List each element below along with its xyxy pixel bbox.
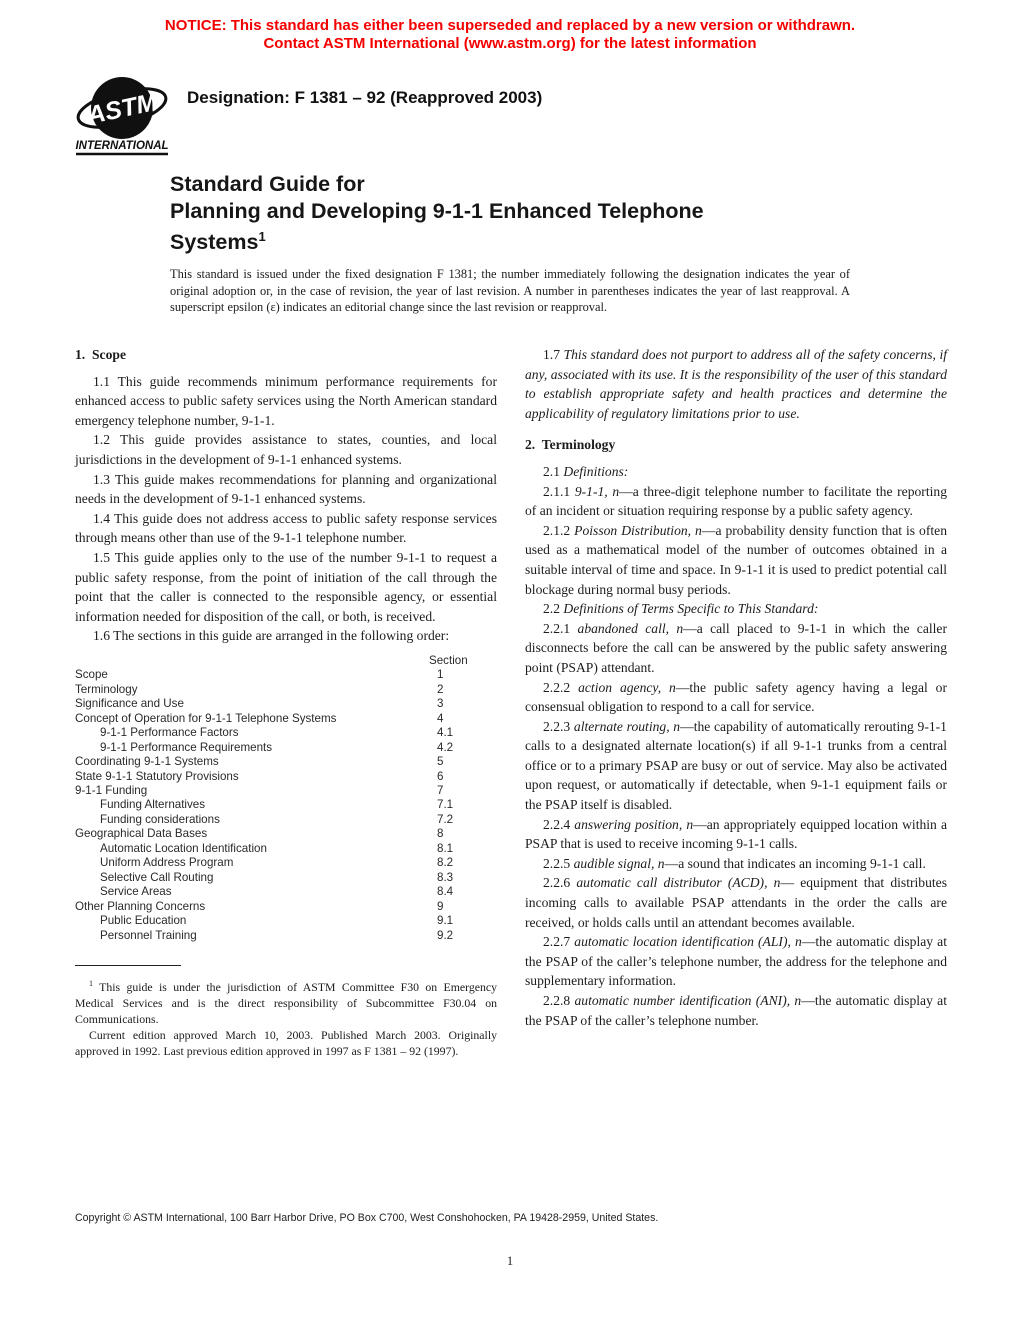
section-list-number: 9	[437, 899, 444, 913]
text-run: 2.2.7	[543, 934, 575, 950]
section-list-number: 1	[437, 668, 444, 682]
section-list-label: Other Planning Concerns	[75, 899, 206, 913]
body-paragraph	[75, 509, 497, 548]
section-list-row	[75, 914, 497, 928]
term-italic: automatic call distributor (ACD), n	[576, 875, 781, 891]
text-run: 1.2 This guide provides assistance to states, counties, and local jurisdictions in the development of 9-1-1 enhanced systems.	[75, 432, 497, 467]
page-number: 1	[506, 1254, 514, 1268]
text-run: 2.2	[543, 601, 564, 617]
term-italic: automatic number identification (ANI), n	[574, 993, 802, 1008]
section-list-number: 4.2	[437, 740, 454, 754]
term-italic: Poisson Distribution, n	[574, 522, 702, 538]
section-list-label: 9-1-1 Funding	[75, 783, 148, 797]
section-list-row	[75, 871, 497, 885]
text-run: —a sound that indicates an incoming 9-1-1 call.	[664, 855, 926, 871]
notice-line-1: NOTICE: This standard has either been superseded and replaced by a new version or withdrawn.	[164, 17, 856, 34]
text-run: —an appropriately equipped location within a PSAP that is used to receive incoming 9-1-1 calls.	[525, 816, 947, 852]
text-run: 1.6 The sections in this guide are arranged in the following order:	[93, 628, 450, 644]
section-list-row	[75, 856, 497, 870]
text-run: 2.2.3	[543, 718, 574, 734]
text-run: —the public safety agency having a legal or consensual obligation to respond to a call for service.	[525, 679, 947, 715]
document-header	[75, 70, 542, 156]
text-run: 2.2.5	[543, 855, 574, 871]
term-italic: automatic location identification (ALI), n	[574, 934, 802, 950]
section-list-label: Coordinating 9-1-1 Systems	[75, 755, 219, 769]
section-list-label: Automatic Location Identification	[100, 841, 267, 855]
body-paragraph	[525, 854, 947, 874]
title-line-1: Standard Guide for	[170, 172, 365, 196]
section-list-number: 6	[437, 769, 444, 783]
copyright-line: Copyright © ASTM International, 100 Barr Harbor Drive, PO Box C700, West Conshohocken, PA 19428-2959, United States.	[75, 1212, 659, 1224]
section-list-row	[75, 842, 497, 856]
body-paragraph	[75, 470, 497, 509]
section-heading: 2. Terminology	[525, 437, 616, 453]
body-paragraph	[525, 815, 947, 854]
text-run: 2.1	[543, 463, 564, 479]
body-paragraph	[525, 462, 947, 482]
designation-line: Designation: F 1381 – 92 (Reapproved 2003)	[187, 88, 543, 107]
term-italic: audible signal, n	[573, 855, 665, 871]
text-run: — equipment that distributes incoming calls to available PSAP attendants in the order the calls are received, or holds calls until an attendant becomes available.	[525, 875, 947, 930]
term-italic: action agency, n	[578, 679, 676, 695]
section-list-label: Funding Alternatives	[100, 798, 206, 812]
term-italic: Definitions:	[563, 463, 629, 479]
section-list-number: 4	[437, 711, 444, 725]
section-list-number: 8	[437, 827, 444, 841]
section-list-label: Terminology	[75, 682, 138, 696]
body-paragraph	[525, 991, 947, 1030]
section-list-number: 9.2	[437, 928, 454, 942]
section-list-row	[75, 813, 497, 827]
superseded-notice	[0, 17, 1020, 53]
term-italic: 9-1-1, n	[574, 483, 620, 499]
section-list	[75, 654, 497, 943]
text-run: This guide is under the jurisdiction of ASTM Committee F30 on Emergency Medical Services and is the direct responsibility of Subcommittee F30.04 on Communications.	[75, 979, 497, 1026]
title-line-2: Planning and Developing 9-1-1 Enhanced Telephone	[170, 198, 704, 223]
left-column	[75, 345, 497, 1059]
text-run: 1.4 This guide does not address access to public safety response services through means other than use of the 9-1-1 telephone number.	[75, 510, 497, 546]
section-list-label: Selective Call Routing	[100, 870, 214, 884]
section-list-row	[75, 668, 497, 682]
section-list-row	[75, 755, 497, 769]
text-run: —the automatic display at the PSAP of the caller’s telephone number.	[525, 993, 947, 1028]
body-paragraph	[525, 873, 947, 932]
section-list-row	[75, 741, 497, 755]
text-run: 1.5 This guide applies only to the use of the number 9-1-1 to request a public safety response, from the point of initiation of the call through the point that the caller is connected to the responsible agency, or essential information needed for disposition of the call, or both, is received.	[75, 549, 497, 624]
section-list-number: 8.1	[437, 841, 454, 855]
section-list-header: Section	[429, 653, 468, 667]
section-list-number: 9.1	[437, 914, 454, 928]
section-list-label: Concept of Operation for 9-1-1 Telephone Systems	[75, 711, 337, 725]
body-paragraph	[75, 372, 497, 431]
section-list-label: Service Areas	[100, 885, 172, 899]
text-run: —a call placed to 9-1-1 in which the caller disconnects before the call can be answered by the public safety answering point (PSAP) attendant.	[525, 620, 947, 675]
issue-note: This standard is issued under the fixed designation F 1381; the number immediately following the designation indicates the year of original adoption or, in the case of revision, the year of last revision. A number in parentheses indicates the year of last reapproval. A superscript epsilon (ε) indicates an editorial change since the last revision or reapproval.	[170, 267, 850, 315]
body-paragraph	[75, 548, 497, 626]
section-list-label: Uniform Address Program	[100, 856, 234, 870]
title-footnote-marker: 1	[258, 229, 266, 244]
footnote-block	[75, 965, 497, 1059]
section-list-number: 8.3	[437, 870, 454, 884]
section-list-row	[75, 770, 497, 784]
footnote-divider	[75, 965, 181, 966]
astm-logo	[75, 70, 169, 156]
astm-logo-acronym: ASTM	[84, 87, 160, 131]
section-list-row	[75, 827, 497, 841]
section-list-number: 3	[437, 697, 444, 711]
term-italic: abandoned call, n	[577, 620, 684, 636]
body-paragraph	[525, 619, 947, 678]
text-run: 2.2.4	[543, 816, 575, 832]
section-list-number: 7.2	[437, 812, 454, 826]
section-list-label: 9-1-1 Performance Factors	[100, 726, 239, 740]
right-column	[525, 345, 947, 1059]
page-title	[170, 171, 890, 256]
title-line-3: Systems$^1$	[170, 229, 266, 255]
text-run: 2.2.6	[543, 875, 577, 891]
section-list-row	[75, 798, 497, 812]
term-italic: This standard does not purport to address all of the safety concerns, if any, associated with its use. It is the responsibility of the user of this standard to establish appropriate safety and health practices and determine the applicability of regulatory limitations prior to use.	[525, 347, 947, 421]
term-italic: alternate routing, n	[573, 718, 681, 734]
body-paragraph	[525, 599, 947, 619]
text-run: Current edition approved March 10, 2003. Published March 2003. Originally approved in 1992. Last previous edition approved in 1997 as F 1381 – 92 (1997).	[75, 1027, 497, 1058]
body-paragraph	[525, 678, 947, 717]
text-run: 2.2.1	[543, 620, 578, 636]
section-heading: 1. Scope	[75, 347, 126, 362]
astm-logo-international-label: INTERNATIONAL	[75, 140, 169, 152]
text-run: 2.2.8	[543, 993, 575, 1008]
body-paragraph	[525, 717, 947, 815]
footnote-paragraph	[75, 1028, 497, 1060]
text-run: —a probability density function that is often used as a mathematical model of the number of outcomes obtained in a suitable interval of time and space. In 9-1-1 it is used to predict potential call blockage during normal busy periods.	[525, 522, 947, 597]
section-list-row	[75, 712, 497, 726]
body-columns	[75, 345, 947, 1059]
notice-line-2: Contact ASTM International (www.astm.org) for the latest information	[263, 35, 757, 52]
body-paragraph	[75, 626, 497, 646]
text-run: 1.3 This guide makes recommendations for planning and organizational needs in the development of 9-1-1 enhanced systems.	[75, 471, 497, 507]
section-list-row	[75, 726, 497, 740]
section-list-number: 5	[437, 755, 444, 769]
section-list-row	[75, 697, 497, 711]
term-italic: answering position, n	[574, 816, 694, 832]
text-run: 2.1.1	[543, 483, 575, 499]
text-run: 1.7	[543, 347, 564, 362]
section-list-row	[75, 885, 497, 899]
section-list-label: Geographical Data Bases	[75, 827, 208, 841]
body-paragraph	[525, 932, 947, 991]
section-list-label: Public Education	[100, 914, 187, 928]
section-list-label: Personnel Training	[100, 928, 197, 942]
section-list-number: 4.1	[437, 726, 454, 740]
section-list-label: Funding considerations	[100, 812, 220, 826]
section-list-number: 7.1	[437, 798, 454, 812]
text-run: —the automatic display at the PSAP of the caller’s telephone number, the address for the telephone and supplementary information.	[525, 934, 947, 989]
body-paragraph	[525, 521, 947, 599]
body-paragraph	[525, 482, 947, 521]
section-list-number: 7	[437, 783, 444, 797]
footnote-paragraph	[75, 976, 497, 1028]
section-list-row	[75, 784, 497, 798]
text-run: 2.2.2	[543, 679, 579, 695]
text-run: —a three-digit telephone number to facilitate the reporting of an incident or situation requiring response by a public safety agency.	[525, 483, 947, 519]
term-italic: Definitions of Terms Specific to This Standard:	[563, 601, 819, 617]
section-list-number: 2	[437, 682, 444, 696]
section-list-number: 8.4	[437, 885, 454, 899]
section-list-label: Scope	[75, 668, 108, 682]
body-paragraph	[525, 345, 947, 423]
text-run: 1.1 This guide recommends minimum performance requirements for enhanced access to public safety services using the North American standard emergency telephone number, 9-1-1.	[75, 373, 497, 428]
section-list-row	[75, 929, 497, 943]
body-paragraph	[75, 430, 497, 469]
section-list-row	[75, 683, 497, 697]
footnote-marker: 1	[89, 978, 93, 988]
text-run: —the capability of automatically rerouting 9-1-1 calls to a designated alternate location(s) if all 9-1-1 trunks from a central office or to a primary PSAP are busy or out of service. May also be activated upon request, or automatically if detectable, when 9-1-1 equipment fails or the PSAP itself is disabled.	[525, 718, 947, 813]
section-list-label: Significance and Use	[75, 697, 184, 711]
section-list-number: 8.2	[437, 856, 454, 870]
section-list-row	[75, 900, 497, 914]
section-list-label: 9-1-1 Performance Requirements	[100, 740, 273, 754]
section-list-label: State 9-1-1 Statutory Provisions	[75, 769, 239, 783]
text-run: 2.1.2	[543, 522, 575, 538]
